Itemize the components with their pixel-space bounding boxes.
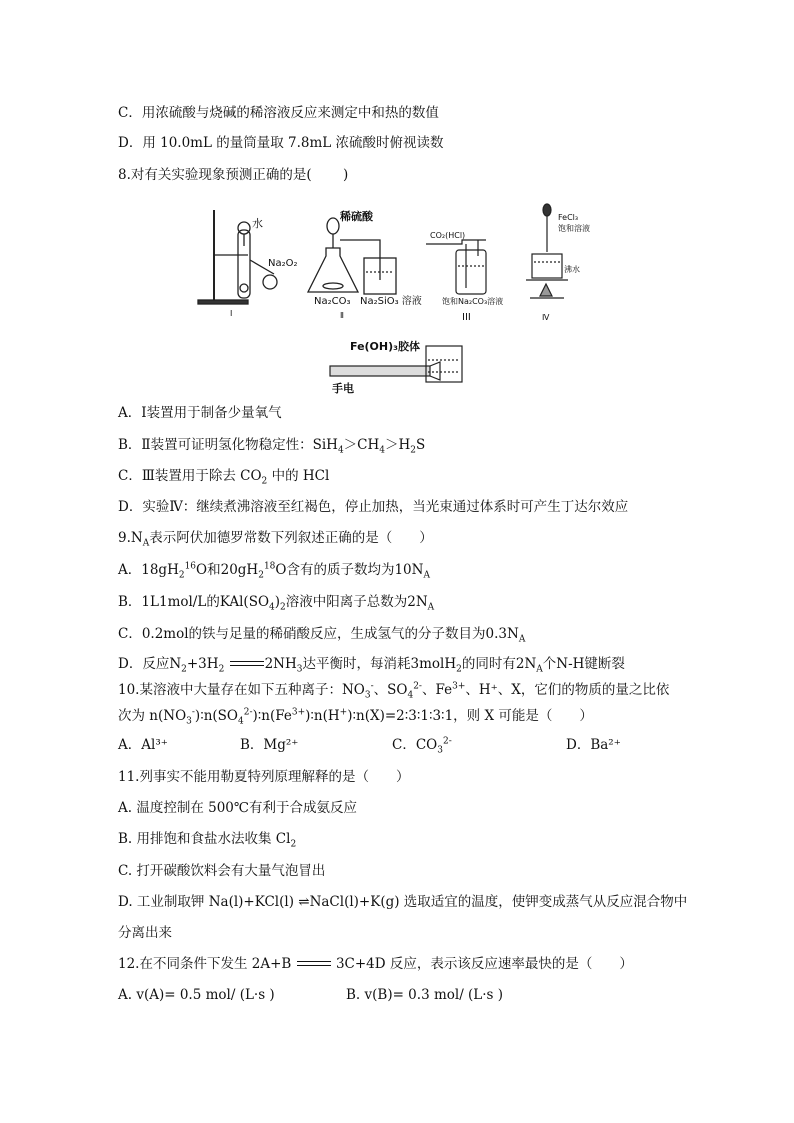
q8-option-b: B．Ⅱ装置可证明氢化物稳定性：$SiH_4>CH_4>H_2S$ bbox=[118, 437, 426, 456]
q8-apparatus-figure bbox=[190, 200, 610, 395]
q10-option-d: D．Ba²⁺ bbox=[566, 737, 621, 753]
label-i-na2o2: Na₂O₂ bbox=[268, 258, 298, 269]
q7-option-c: C．用浓硫酸与烧碱的稀溶液反应来测定中和热的数值 bbox=[118, 105, 439, 121]
q8-option-a: A．Ⅰ装置用于制备少量氧气 bbox=[118, 405, 282, 421]
q9-option-a: A．$18gH_2^{16}O$和$20gH_2^{18}O$含有的质子数均为$10N_A$ bbox=[118, 561, 430, 581]
label-ii-na2sio3: Na₂SiO₃ 溶液 bbox=[360, 296, 422, 307]
label-colloid: Fe(OH)₃胶体 bbox=[350, 340, 420, 353]
q12-stem: 12.在不同条件下发生 2A+B 3C+4D 反应，表示该反应速率最快的是（ ） bbox=[118, 956, 633, 972]
q10-option-b: B．Mg²⁺ bbox=[240, 737, 299, 753]
label-iii: III bbox=[462, 312, 471, 323]
q9-stem: $9.N_A$表示阿伏加德罗常数下列叙述正确的是（ ） bbox=[118, 530, 433, 549]
q8-option-c: C．Ⅲ装置用于除去 $CO_2$ 中的 HCl bbox=[118, 468, 330, 487]
q8-stem: 8.对有关实验现象预测正确的是( ) bbox=[118, 167, 349, 183]
q11-option-c: C. 打开碳酸饮料会有大量气泡冒出 bbox=[118, 863, 326, 879]
q7-option-d: D．用 10.0mL 的量筒量取 7.8mL 浓硫酸时俯视读数 bbox=[118, 135, 444, 151]
apparatus-i bbox=[198, 210, 277, 304]
q10-option-c: C．$CO_3^{2-}$ bbox=[392, 736, 452, 756]
q9-option-b: B．1L1mol/L的$KAl(SO_4)_2$溶液中阳离子总数为$2N_A$ bbox=[118, 594, 435, 613]
q11-option-d: D. 工业制取钾 Na(l)+KCl(l) ⇌NaCl(l)+K(g) 选取适宜的温度，使钾变成蒸气从反应混合物中 bbox=[118, 894, 688, 910]
label-iv-water: 沸水 bbox=[564, 265, 580, 274]
apparatus-ii bbox=[308, 218, 396, 294]
q10-option-a: A．Al³⁺ bbox=[118, 737, 168, 753]
q10-stem-line2: 次为 $n(NO_3^-)∶n(SO_4^{2-})∶n(Fe^{3+})∶n(H^+)∶n(X)=2∶3∶1∶3∶1$，则 X 可能是（ ） bbox=[118, 707, 593, 727]
equilibrium-sign bbox=[230, 660, 264, 669]
label-flashlight: 手电 bbox=[332, 382, 354, 395]
label-i-water: 水 bbox=[252, 217, 263, 230]
label-iv-fecl3: FeCl₃ bbox=[558, 213, 579, 222]
label-iii-solution: 饱和Na₂CO₃溶液 bbox=[442, 297, 504, 306]
equilibrium-sign bbox=[297, 960, 331, 969]
label-iv-sat: 饱和溶液 bbox=[558, 224, 590, 233]
q11-option-b: B. 用排饱和食盐水法收集 $Cl_2$ bbox=[118, 831, 297, 850]
q12-option-b: B. v(B)= 0.3 mol/ (L·s ) bbox=[346, 987, 504, 1003]
label-ii: Ⅱ bbox=[340, 311, 344, 320]
q8-option-d: D．实验Ⅳ：继续煮沸溶液至红褐色，停止加热，当光束通过体系时可产生丁达尔效应 bbox=[118, 499, 629, 515]
q9-option-c: C．0.2mol的铁与足量的稀硝酸反应，生成氢气的分子数目为$0.3N_A$ bbox=[118, 626, 526, 645]
label-iv: Ⅳ bbox=[542, 313, 550, 322]
apparatus-iii bbox=[426, 240, 486, 294]
label-i: Ⅰ bbox=[230, 309, 233, 318]
label-ii-na2co3: Na₂CO₃ bbox=[314, 296, 351, 307]
label-ii-acid: 稀硫酸 bbox=[340, 210, 373, 223]
q12-option-a: A. v(A)= 0.5 mol/ (L·s ) bbox=[118, 987, 275, 1003]
q11-option-a: A. 温度控制在 500℃有利于合成氨反应 bbox=[118, 800, 357, 816]
q9-option-d: D．反应$N_2+3H_2$ $2NH_3$达平衡时，每消耗3molH$_2$的同时有$2N_A$个N-H键断裂 bbox=[118, 656, 625, 675]
q11-stem: 11.列事实不能用勒夏特列原理解释的是（ ） bbox=[118, 769, 410, 785]
q10-stem-line1: 10.某溶液中大量存在如下五种离子：$NO_3^-$、$SO_4^{2-}$、$Fe^{3+}$、H⁺、X，它们的物质的量之比依 bbox=[118, 681, 670, 701]
q11-option-d-cont: 分离出来 bbox=[118, 925, 172, 941]
label-iii-gas: CO₂(HCl) bbox=[430, 231, 466, 240]
